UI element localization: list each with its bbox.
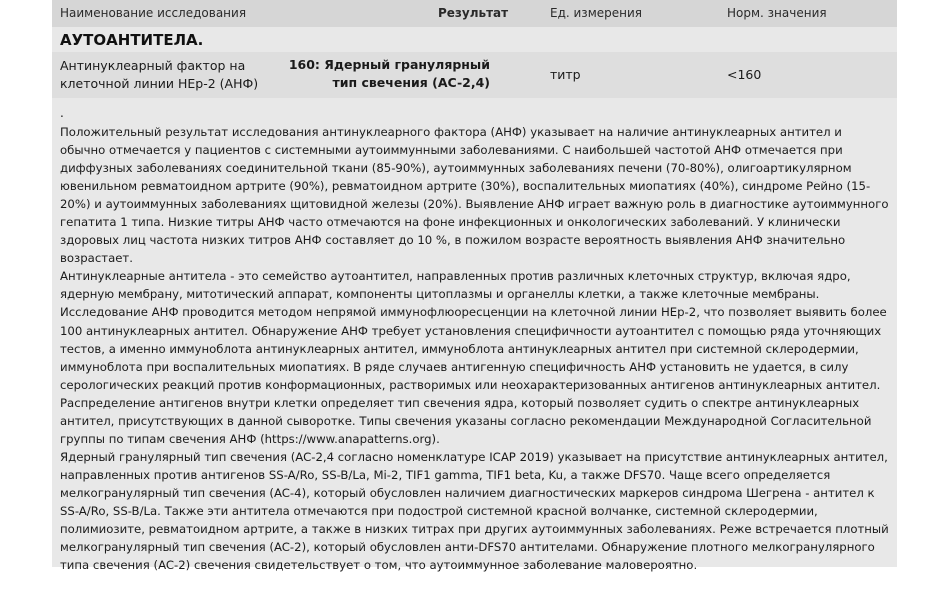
column-header-norm: Норм. значения — [727, 6, 827, 20]
results-table — [52, 0, 897, 573]
section-title: АУТОАНТИТЕЛА. — [60, 31, 204, 49]
column-header-unit: Ед. измерения — [550, 6, 642, 20]
table-header — [52, 0, 897, 27]
interpretation-text — [60, 123, 890, 574]
test-name: Антинуклеарный фактор на клеточной линии HEp-2 (АНФ) — [60, 58, 259, 91]
column-header-name: Наименование исследования — [60, 6, 247, 20]
test-unit: титр — [550, 67, 581, 82]
table-row — [52, 52, 897, 98]
description-paragraph: Положительный результат исследования антинуклеарного фактора (АНФ) указывает на наличие антинуклеарных антител и обычно отмечается у пациентов с системными аутоиммунными заболеваниями. С наибольшей частотой АНФ отмечается при диффузных заболеваниях соединительной ткани (85-90%), аутоиммунных заболеваниях печени (70-80%), олигоартикулярном ювенильном ревматоидном артрите (90%), ревматоидном артрите (30%), воспалительных миопатиях (40%), синдроме Рейно (15-20%) и аутоиммунных заболеваниях щитовидной железы (20%). Выявление АНФ играет важную роль в диагностике аутоиммунного гепатита 1 типа. Низкие титры АНФ часто отмечаются на фоне инфекционных и онкологических заболеваний. У клинически здоровых лиц частота низких титров АНФ составляет до 10 %, в пожилом возрасте вероятность выявления АНФ значительно возрастает. — [60, 125, 889, 266]
description-paragraph: Ядерный гранулярный тип свечения (AC-2,4 согласно номенклатуре ICAP 2019) указывает на присутствие антинуклеарных антител, направленных против антигенов SS-A/Ro, SS-B/La, Mi-2, TIF1 gamma, TIF1 beta, Ku, а также DFS70. Чаще всего определяется мелкогранулярный тип свечения (AC-4), который обусловлен наличием диагностических маркеров синдрома Шегрена - антител к SS-A/Ro, SS-B/La. Также эти антитела отмечаются при подострой системной красной волчанке, системной склеродермии, полимиозите, ревматоидном артрите, а также в низких титрах при других аутоиммунных заболеваниях. Реже встречается плотный мелкогранулярный тип свечения (AC-2), который обусловлен анти-DFS70 антителами. Обнаружение плотного мелкогранулярного типа свечения (AC-2) свечения свидетельствует о том, что аутоиммунное заболевание маловероятно. — [60, 449, 889, 573]
separator: . — [60, 106, 64, 120]
test-result: 160: Ядерный гранулярный тип свечения (AC-2,4) — [288, 57, 490, 90]
description-paragraph: Антинуклеарные антитела - это семейство аутоантител, направленных против различных клеточных структур, включая ядро, ядерную мембрану, митотический аппарат, компоненты цитоплазмы и органеллы клетки, а также клеточные мембраны. Исследование АНФ проводится методом непрямой иммунофлюоресценции на клеточной линии HEp-2, что позволяет выявить более 100 антинуклеарных антител. Обнаружение АНФ требует установления специфичности аутоантител с помощью ряда уточняющих тестов, а именно иммуноблота антинуклеарных антител, иммуноблота антинуклеарных антител при системной склеродермии, иммуноблота при воспалительных миопатиях. В ряде случаев антигенную специфичность АНФ установить не удается, в силу серологических реакций против конформационных, растворимых или неохарактеризованных антигенов антинуклеарных антител. Распределение антигенов внутри клетки определяет тип свечения ядра, который позволяет судить о спектре антинуклеарных антител, присутствующих в данной сыворотке. Типы свечения указаны согласно рекомендации Международной Согласительной группы по типам свечения АНФ (https://www.anapatterns.org). — [60, 269, 887, 446]
test-norm: <160 — [727, 67, 762, 82]
column-header-result: Результат — [438, 6, 509, 20]
